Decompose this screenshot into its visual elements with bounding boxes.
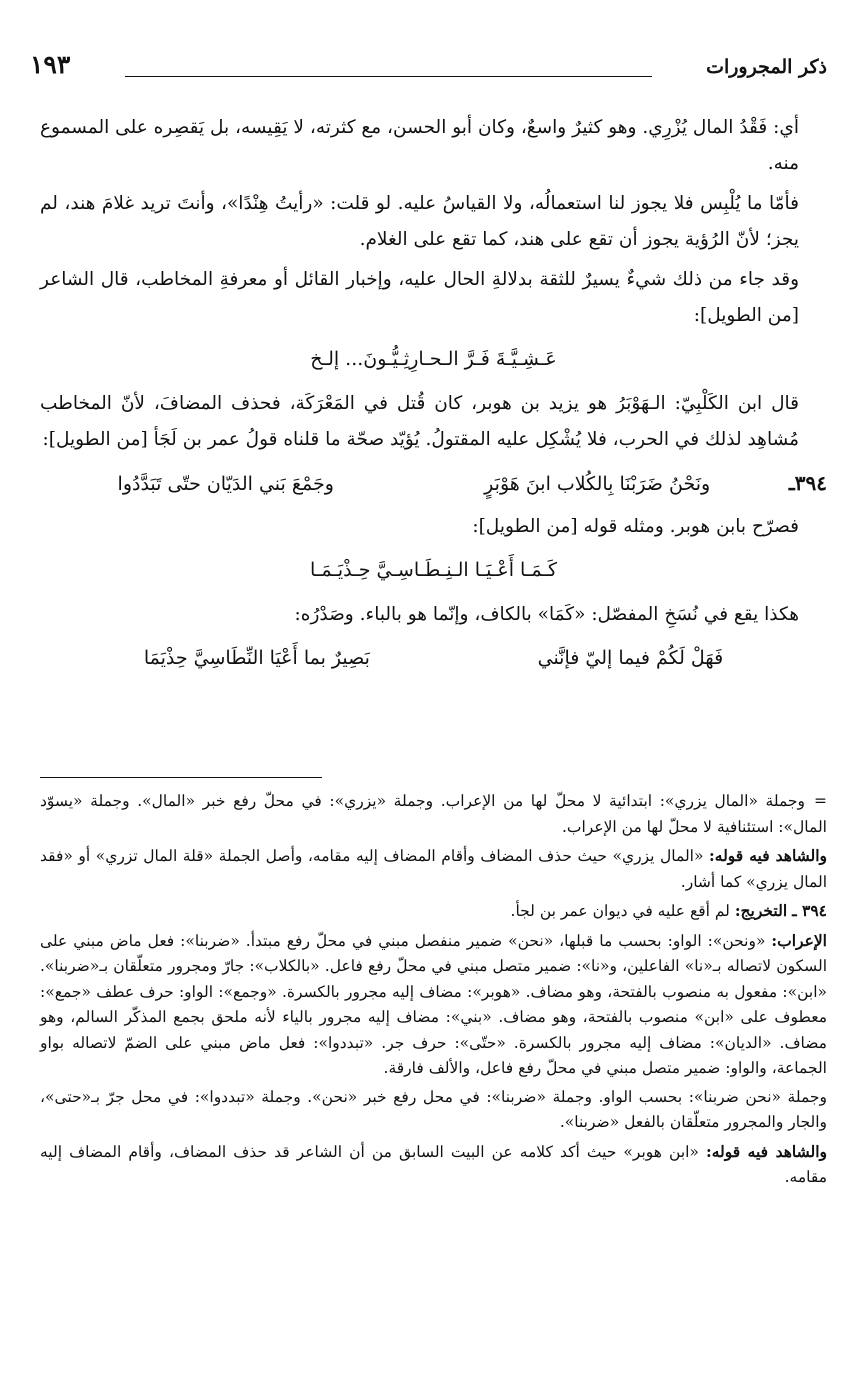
footnote-paragraph bbox=[40, 898, 827, 925]
footnote-lead: والشاهد فيه قوله: bbox=[705, 1141, 827, 1161]
page-number: ١٩٣ bbox=[30, 50, 71, 79]
paragraph: هكذا يقع في نُسَخِ المفصّل: «كَمَا» بالكاف، وإنّما هو بالباء. وصَدْرُه: bbox=[294, 604, 799, 625]
poem-verse bbox=[40, 462, 827, 505]
footnote-text: «ابن هوبر» حيث أكد كلامه عن البيت السابق من أن الشاعر قد حذف المضاف، وأقام المضاف إليه مقامه. bbox=[40, 1142, 827, 1186]
footnote-paragraph bbox=[40, 928, 827, 1082]
paragraph: فصرّح بابن هوبر. ومثله قوله [من الطويل]: bbox=[472, 516, 799, 537]
footnote-rule bbox=[40, 777, 322, 778]
verse-line: كَـمَـا أَعْـيَـا الـنِـطَـاسِـيَّ حِـذْيَـمَـا bbox=[309, 559, 558, 581]
footnote-paragraph bbox=[40, 789, 827, 840]
verse-line: عَـشِـيَّـةَ فَـرَّ الـحـارِثِـيُّـونَ... إلـخ bbox=[310, 348, 557, 370]
poem-verse bbox=[40, 637, 827, 679]
footnote-lead: الإعراب: bbox=[771, 930, 827, 950]
footnote-lead: والشاهد فيه قوله: bbox=[709, 846, 828, 865]
poem-number: ٣٩٤ـ bbox=[788, 471, 827, 495]
running-title: ذكر المجرورات bbox=[706, 56, 827, 78]
footnote-paragraph bbox=[40, 843, 827, 895]
footnotes bbox=[40, 789, 827, 1194]
footnote-text: «ونحن»: الواو: بحسب ما قبلها، «نحن» ضمير منفصل مبني في محلّ رفع مبتدأ. «ضربنا»: فعل ماض مبني على السكون لاتصاله بـ«نا» الفاعلين، و«نا»: ضمير متصل مبني في محلّ رفع فاعل. «بالكلاب»: جارّ ومجرور متعلّقان بـ«ضربنا». «ابن»: مفعول به منصوب بالفتحة، وهو مضاف. «هوبر»: مضاف إليه مجرور بالكسرة. «وجمع»: الواو: حرف عطف «جمع»: معطوف على «ابن» منصوب بالفتحة، وهو مضاف. «بني»: مضاف إليه مجرور بالياء لأنه ملحق بجمع المذكّر السالم، وهو مضاف. «الديان»: مضاف إليه مجرور بالكسرة. «حتّى»: حرف جر. «تبددوا»: فعل ماض مبني على الضمّ لاتصاله بواو الجماعة، والواو: ضمير متصل مبني في محلّ رفع فاعل، والألف فارقة. bbox=[40, 931, 827, 1077]
header-rule bbox=[125, 76, 652, 77]
verse-hemistich: وجَمْعَ بَني الدَيّان حتّى تَبَدَّدُوا bbox=[117, 473, 334, 495]
footnote-number: ٣٩٤ ـ bbox=[792, 901, 827, 920]
footnote-lead: التخريج: bbox=[734, 901, 788, 920]
paragraph: وقد جاء من ذلك شيءٌ يسيرٌ للثقة بدلالةِ الحال عليه، وإخبار القائل أو معرفةِ المخاطب، قال الشاعر [من الطويل]: bbox=[40, 269, 799, 326]
footnote-paragraph: وجملة «نحن ضربنا»: بحسب الواو. وجملة «ضربنا»: في محل رفع خبر «نحن». وجملة «تبددوا»: في محل جرّ بـ«حتى»، والجار والمجرور متعلّقان بالفعل «ضربنا». bbox=[40, 1087, 828, 1131]
footnote-text: وجملة «المال يزري»: ابتدائية لا محلّ لها من الإعراب. وجملة «يزري»: في محلّ رفع خبر «المال». وجملة «يسوّد المال»: استئنافية لا محلّ لها من الإعراب. bbox=[40, 792, 827, 836]
footnote-paragraph bbox=[40, 1139, 827, 1191]
paragraph: فأمّا ما يُلْبِس فلا يجوز لنا استعمالُه، ولا القياسُ عليه. لو قلت: «رأيتُ هِنْدًا»، وأنتَ تريد غلامَ هند، لم يجز؛ لأنّ الرُؤية يجوز أن تقع على هند، كما تقع على الغلام. bbox=[40, 193, 799, 250]
verse-hemistich: ونَحْنُ ضَرَبْنَا بِالكُلاب ابنَ هَوْبَرٍ bbox=[484, 473, 711, 495]
verse-hemistich: فَهَلْ لَكُمْ فيما إليّ فإنَّني bbox=[537, 647, 724, 669]
page-header bbox=[30, 50, 827, 90]
paragraph: أي: فَقْدُ المال يُزْرِي. وهو كثيرٌ واسعٌ، وكان أبو الحسن، مع كثرته، لا يَقِيسه، بل يَقصِره على المسموع منه. bbox=[40, 117, 799, 174]
continuation-marker: = bbox=[814, 792, 827, 810]
footnote-text: لم أقع عليه في ديوان عمر بن لجأ. bbox=[510, 902, 730, 920]
verse-hemistich: بَصِيرٌ بما أَعْيَا النِّطَاسِيَّ حِذْيَمَا bbox=[143, 647, 370, 669]
paragraph: قال ابن الكَلْبِيّ: الـهَوْبَرُ هو يزيد بن هوبر، كان قُتل في المَعْرَكَة، فحذف المضافَ، لأنّ المخاطب مُشاهِد لذلك في الحرب، فلا يُشْكِل عليه المقتولُ. يُؤيّد صحّة ما قلناه قولُ عمر بن لَجَأ [من الطويل]: bbox=[40, 393, 799, 450]
main-text bbox=[40, 110, 827, 679]
footnote-text: «المال يزري» حيث حذف المضاف وأقام المضاف إليه مقامه، وأصل الجملة «قلة المال تزري» أو «فقد المال يزري» كما أشار. bbox=[40, 847, 827, 891]
